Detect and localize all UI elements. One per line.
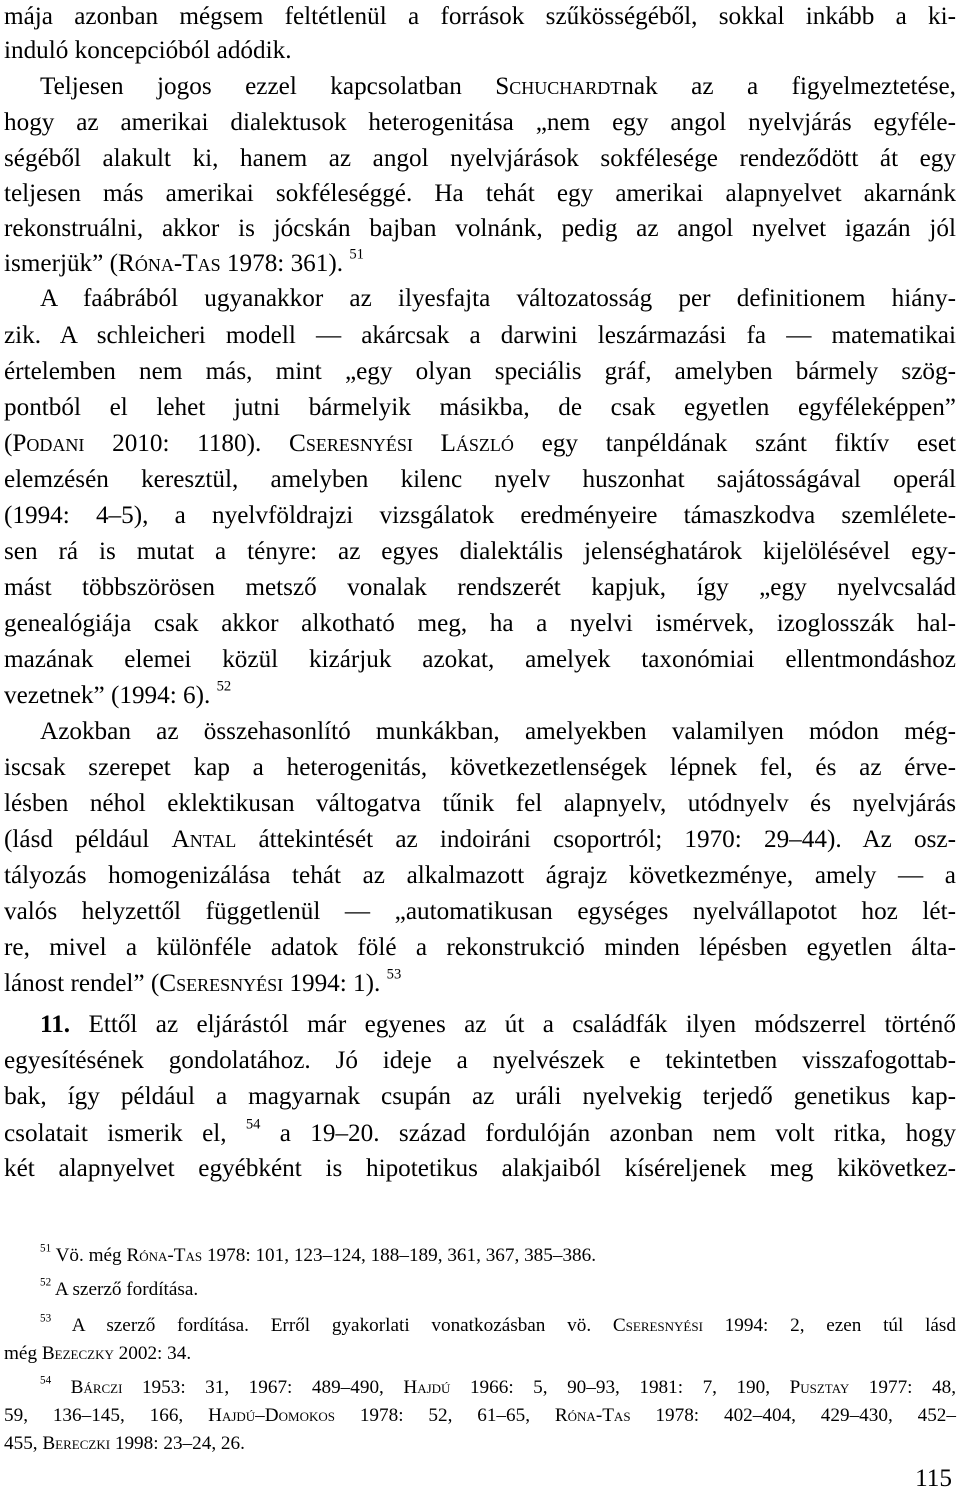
body-line (4, 859, 956, 893)
body-line (4, 319, 956, 353)
author-name: Róna-Tas (118, 250, 221, 277)
author-name: Hajdú (403, 1377, 451, 1398)
text-run: elemzésén keresztül, amelyben kilenc nyelv huszonhat sajátosságával operál (4, 466, 956, 493)
text-run: tályozás homogenizálása tehát az alkalmazott ágrajz következménye, amely — a (4, 862, 956, 889)
text-run (51, 1377, 71, 1398)
text-run: még (4, 1343, 42, 1364)
text-run: ismerjük” ( (4, 250, 119, 277)
text-run: zik. A schleicheri modell — akárcsak a darwini leszármazási fa — matematikai (4, 322, 956, 349)
body-line (4, 177, 956, 211)
footnote-marker: 52 (40, 1276, 52, 1289)
footnote-line (4, 1430, 956, 1458)
footnote-marker: 54 (40, 1374, 52, 1387)
body-line (4, 391, 956, 425)
body-line (4, 34, 956, 68)
body-line (4, 931, 956, 965)
body-line (4, 463, 956, 497)
text-run: 1977: 48, (849, 1377, 956, 1398)
author-name: Róna-Tas (126, 1245, 203, 1266)
body-line (40, 715, 956, 749)
footnote-line (4, 1340, 956, 1368)
text-run: re, mivel a különféle adatok fölé a rekonstrukció minden lépésben egyetlen álta- (4, 934, 956, 961)
text-run: mást többszörösen metsző vonalak rendszerét kapjuk, így „egy nyelvcsalád (4, 574, 956, 601)
text-run: 1966: 5, 90–93, 1981: 7, 190, (450, 1377, 790, 1398)
footnote-line (40, 1276, 956, 1304)
text-run: mazának elemei közül kizárjuk azokat, amelyek taxonómiai ellentmondáshoz (4, 646, 956, 673)
body-line (4, 247, 956, 281)
footnote-marker: 51 (349, 246, 364, 263)
footnote-marker: 54 (245, 1116, 261, 1133)
author-name: Cseresnyési László (289, 430, 514, 457)
text-run: (1994: 4–5), a nyelvföldrajzi vizsgálatok eredményeire támaszkodva szemlélete- (4, 502, 956, 529)
body-line (4, 787, 956, 821)
author-name: Podani (12, 430, 85, 457)
body-line (40, 282, 956, 316)
text-run: 1978: 402–404, 429–430, 452– (630, 1405, 956, 1426)
text-run: ( (4, 430, 13, 457)
body-line (40, 70, 956, 104)
text-run: két alapnyelvet egyébként is hipotetikus alakjaiból kíséreljenek meg kikövetkez- (4, 1155, 956, 1182)
section-number: 11. (40, 1011, 71, 1038)
text-run: 1978: 101, 123–124, 188–189, 361, 367, 385–386. (202, 1245, 597, 1266)
body-line (4, 355, 956, 389)
text-run: 59, 136–145, 166, (4, 1405, 209, 1426)
text-run: 1998: 23–24, 26. (110, 1433, 245, 1454)
body-line (4, 679, 956, 713)
text-run: bak, így például a magyarnak csupán az uráli nyelvekig terjedő genetikus kap- (4, 1083, 956, 1110)
author-name: Pusztay (789, 1377, 850, 1398)
footnote-line (40, 1312, 956, 1340)
author-name: Bárczi (70, 1377, 123, 1398)
text-run: induló koncepcióból adódik. (4, 37, 292, 64)
author-name: Schuchardt (495, 73, 622, 100)
body-line (4, 0, 956, 34)
text-run: genealógiája csak akkor alkotható meg, ha a nyelvi ismérvek, izoglosszák hal- (4, 610, 956, 637)
author-name: Hajdú–Domokos (208, 1405, 335, 1426)
text-run: Teljesen jogos ezzel kapcsolatban (40, 73, 496, 100)
body-line (4, 499, 956, 533)
body-line (4, 1152, 956, 1186)
text-run: Vö. még (51, 1245, 127, 1266)
body-line (4, 142, 956, 176)
body-line (4, 1080, 956, 1114)
page-number: 115 (915, 1465, 952, 1492)
footnote-marker: 53 (386, 966, 402, 983)
body-line (4, 967, 956, 1001)
text-run: áttekintését az indoiráni csoportról; 1970: 29–44). Az osz- (236, 826, 956, 853)
text-run: 2002: 34. (113, 1343, 192, 1364)
footnote-line (40, 1374, 956, 1402)
body-line (4, 751, 956, 785)
text-run: nak az a figyelmeztetése, (621, 73, 956, 100)
footnote-marker: 51 (40, 1242, 52, 1255)
text-run: (lásd például (4, 826, 172, 853)
text-run: mája azonban mégsem feltétlenül a források szűkösségéből, sokkal inkább a ki- (4, 3, 956, 30)
footnote-marker: 53 (40, 1312, 52, 1325)
text-run: A szerző fordítása. (51, 1279, 199, 1300)
author-name: Antal (171, 826, 237, 853)
body-line (4, 212, 956, 246)
text-run: értelemben nem más, mint „egy olyan speciális gráf, amelyben bármely szög- (4, 358, 956, 385)
text-run: 455, (4, 1433, 43, 1454)
text-run: vezetnek” (1994: 6). (4, 682, 217, 709)
text-run: teljesen más amerikai sokféleséggé. Ha tehát egy amerikai alapnyelvet akarnánk (4, 180, 956, 207)
footnote-marker: 52 (216, 678, 232, 695)
text-run: A szerző fordítása. Erről gyakorlati vonatkozásban vö. (51, 1315, 613, 1336)
body-line (4, 607, 956, 641)
text-run: Ettől az eljárástól már egyenes az út a családfák ilyen módszerrel történő (70, 1011, 956, 1038)
body-line (4, 1117, 956, 1151)
text-run: iscsak szerepet kap a heterogenitás, következetlenségek lépnek fel, és az érve- (4, 754, 956, 781)
author-name: Bezeczky (41, 1343, 114, 1364)
text-run: 1978: 52, 61–65, (334, 1405, 555, 1426)
text-run: hogy az amerikai dialektusok heterogenitása „nem egy angol nyelvjárás egyféle- (4, 109, 956, 136)
text-run: sen rá is mutat a tényre: az egyes dialektális jelenséghatárok kijelölésével egy- (4, 538, 956, 565)
text-run: a 19–20. század fordulóján azonban nem volt ritka, hogy (260, 1120, 956, 1147)
text-run: 1994: 1). (283, 970, 387, 997)
author-name: Cseresnyési (159, 970, 284, 997)
body-line (4, 823, 956, 857)
body-line (40, 1008, 956, 1042)
text-run: lánost rendel” ( (4, 970, 160, 997)
body-line (4, 643, 956, 677)
text-run: rekonstruálni, akkor is jócskán bajban volnánk, pedig az angol nyelvet igazán jól (4, 215, 956, 242)
text-run: 1978: 361). (220, 250, 350, 277)
text-run: 1953: 31, 1967: 489–490, (122, 1377, 404, 1398)
text-run: egyesítésének gondolatához. Jó ideje a nyelvészek e tekintetben visszafogottab- (4, 1047, 956, 1074)
body-line (4, 535, 956, 569)
body-line (4, 571, 956, 605)
body-line (4, 1044, 956, 1078)
body-line (4, 895, 956, 929)
text-run: Azokban az összehasonlító munkákban, amelyekben valamilyen módon még- (40, 718, 956, 745)
text-run: 1994: 2, ezen túl lásd (702, 1315, 956, 1336)
text-run: 2010: 1180). (84, 430, 290, 457)
text-run: ségéből alakult ki, hanem az angol nyelvjárások sokfélesége rendeződött át egy (4, 145, 956, 172)
text-run: A faábrából ugyanakkor az ilyesfajta változatosság per definitionem hiány- (40, 285, 956, 312)
text-run: csolatait ismerik el, (4, 1120, 246, 1147)
author-name: Róna-Tas (554, 1405, 631, 1426)
footnote-line (40, 1242, 956, 1270)
text-run: lésben néhol eklektikusan váltogatva tűnik fel alapnyelv, utódnyelv és nyelvjárás (4, 790, 956, 817)
body-line (4, 106, 956, 140)
text-run: egy tanpéldának szánt fiktív eset (513, 430, 957, 457)
author-name: Cseresnyési (612, 1315, 703, 1336)
text-run: pontból el lehet jutni bármelyik másikba, de csak egyetlen egyféleképpen” (4, 394, 956, 421)
text-run: valós helyzettől függetlenül — „automatikusan egységes nyelvállapotot hoz lét- (4, 898, 956, 925)
body-line (4, 427, 956, 461)
author-name: Bereczki (42, 1433, 111, 1454)
footnote-line (4, 1402, 956, 1430)
